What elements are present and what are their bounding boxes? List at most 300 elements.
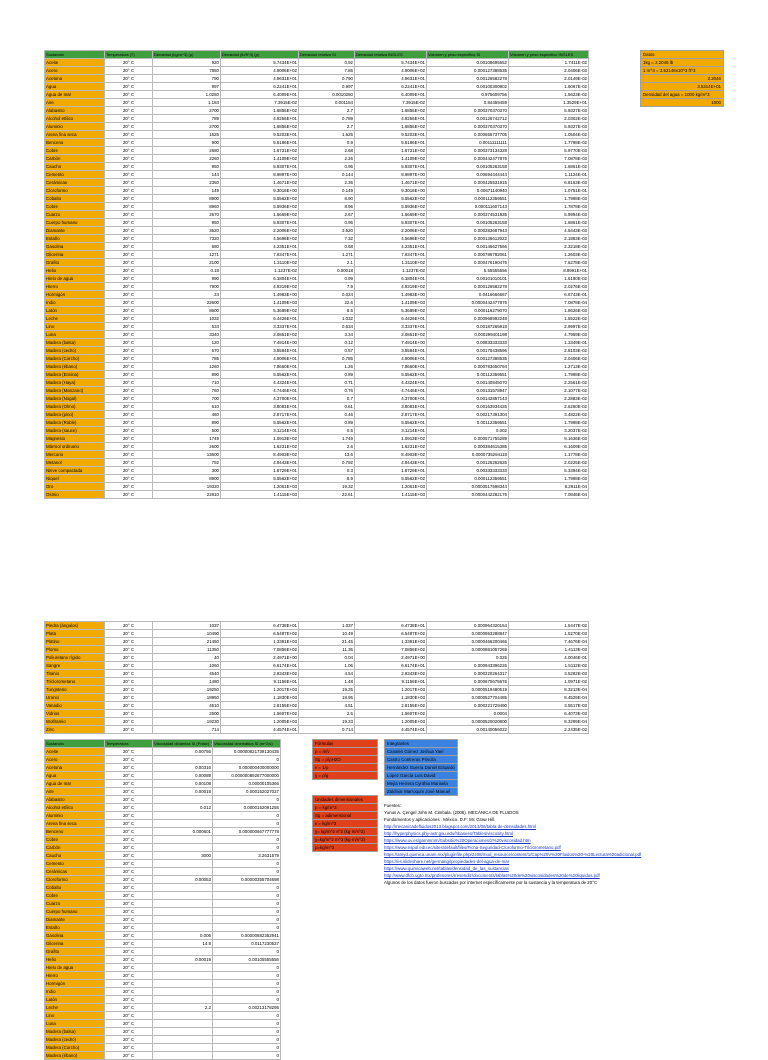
value-cell[interactable]: 2.1: [299, 259, 355, 267]
material-cell[interactable]: Agua de mar: [45, 780, 105, 788]
value-cell[interactable]: 1.4983E+00: [221, 291, 299, 299]
value-cell[interactable]: 20° C: [105, 694, 153, 702]
value-cell[interactable]: 20° C: [105, 67, 153, 75]
value-cell[interactable]: 950: [153, 219, 221, 227]
value-cell[interactable]: 7.9347E+01: [221, 251, 299, 259]
material-cell[interactable]: Cobre: [45, 203, 105, 211]
material-cell[interactable]: Cobre: [45, 836, 105, 844]
value-cell[interactable]: 20° C: [105, 852, 153, 860]
value-cell[interactable]: 8.8991E+01: [509, 267, 589, 275]
value-cell[interactable]: 21450: [153, 638, 221, 646]
value-cell[interactable]: [153, 972, 213, 980]
value-cell[interactable]: 1.1830E+03: [221, 694, 299, 702]
value-cell[interactable]: 0.0000519480519: [427, 686, 509, 694]
value-cell[interactable]: [153, 1028, 213, 1036]
value-cell[interactable]: 0.000964320154: [427, 622, 509, 630]
value-cell[interactable]: 0.00213178295: [213, 1004, 281, 1012]
value-cell[interactable]: 5.3394E-02: [509, 467, 589, 475]
value-cell[interactable]: 0.89: [299, 419, 355, 427]
value-cell[interactable]: 20° C: [105, 491, 153, 499]
value-cell[interactable]: 8.4903E+02: [355, 451, 427, 459]
material-cell[interactable]: Vanadio: [45, 702, 105, 710]
value-cell[interactable]: 9.5203E+01: [355, 131, 427, 139]
material-cell[interactable]: Madera (ébano): [45, 1052, 105, 1060]
value-cell[interactable]: 2.0225E-02: [509, 459, 589, 467]
source-link[interactable]: https://www.uv.es/gammmm/Subsitio%20Operaciones/2%20viscosidad.htm: [384, 838, 531, 843]
value-cell[interactable]: 0.61: [299, 403, 355, 411]
material-cell[interactable]: Plomo: [45, 646, 105, 654]
value-cell[interactable]: 1.6669E+02: [221, 211, 299, 219]
material-cell[interactable]: Madera (cedro): [45, 1036, 105, 1044]
value-cell[interactable]: 21.45: [299, 638, 355, 646]
value-cell[interactable]: 2.0302E-02: [509, 115, 589, 123]
value-cell[interactable]: 700: [153, 395, 221, 403]
value-cell[interactable]: 0.000127388535: [427, 67, 509, 75]
value-cell[interactable]: 9.1636E-03: [509, 435, 589, 443]
formula-line[interactable]: Sg = ρ/ρH2O: [313, 756, 378, 764]
value-cell[interactable]: [153, 1036, 213, 1044]
value-cell[interactable]: 20° C: [105, 844, 153, 852]
value-cell[interactable]: 0.7: [299, 395, 355, 403]
material-cell[interactable]: Aire: [45, 788, 105, 796]
value-cell[interactable]: 20° C: [105, 187, 153, 195]
value-cell[interactable]: 0.006: [153, 932, 213, 940]
value-cell[interactable]: 1.5607E+02: [221, 710, 299, 718]
value-cell[interactable]: 8.3213E-04: [509, 686, 589, 694]
material-cell[interactable]: Cerámicas: [45, 179, 105, 187]
value-cell[interactable]: [153, 756, 213, 764]
column-header[interactable]: Temperatura: [105, 740, 153, 748]
integrante-name[interactable]: Hernández Guerra Daniel Eduardo: [385, 764, 458, 772]
value-cell[interactable]: 0: [213, 884, 281, 892]
value-cell[interactable]: 20° C: [105, 868, 153, 876]
material-cell[interactable]: Vidrios: [45, 710, 105, 718]
value-cell[interactable]: 1.3110E+02: [221, 259, 299, 267]
value-cell[interactable]: 2.2006E+02: [355, 227, 427, 235]
value-cell[interactable]: [153, 1052, 213, 1060]
value-cell[interactable]: 0.0000517598344: [427, 483, 509, 491]
value-cell[interactable]: [153, 980, 213, 988]
value-cell[interactable]: 20° C: [105, 203, 153, 211]
value-cell[interactable]: 0.534: [299, 323, 355, 331]
value-cell[interactable]: 20° C: [105, 678, 153, 686]
value-cell[interactable]: 4.9319E+02: [221, 283, 299, 291]
value-cell[interactable]: 1.5447E-02: [509, 622, 589, 630]
value-cell[interactable]: 7.4676E-04: [509, 638, 589, 646]
value-cell[interactable]: 4.0046E-01: [509, 654, 589, 662]
value-cell[interactable]: 5.55555556: [427, 267, 509, 275]
value-cell[interactable]: 785: [153, 355, 221, 363]
value-cell[interactable]: 1.7998E-02: [509, 371, 589, 379]
datos-line[interactable]: 1000: [641, 99, 724, 107]
value-cell[interactable]: 2500: [153, 710, 221, 718]
value-cell[interactable]: 2.0149E-02: [509, 75, 589, 83]
material-cell[interactable]: Acero: [45, 67, 105, 75]
value-cell[interactable]: 4.9256E+01: [221, 115, 299, 123]
value-cell[interactable]: 4.9006E+02: [355, 67, 427, 75]
value-cell[interactable]: 20° C: [105, 956, 153, 964]
value-cell[interactable]: 2.1077E-02: [509, 387, 589, 395]
value-cell[interactable]: 1.4671E+02: [355, 179, 427, 187]
value-cell[interactable]: 5.5562E+01: [355, 371, 427, 379]
value-cell[interactable]: 1.26: [299, 363, 355, 371]
integrante-name[interactable]: Zaldívar Marroquín José Manuel: [385, 788, 458, 796]
value-cell[interactable]: 6.2241E+01: [221, 83, 299, 91]
value-cell[interactable]: 7.9: [299, 283, 355, 291]
material-cell[interactable]: Latón: [45, 996, 105, 1004]
value-cell[interactable]: 0.00694444444: [427, 171, 509, 179]
value-cell[interactable]: 4.3700E+01: [221, 395, 299, 403]
material-cell[interactable]: Gasolina: [45, 932, 105, 940]
value-cell[interactable]: [153, 812, 213, 820]
value-cell[interactable]: 714: [153, 726, 221, 734]
material-cell[interactable]: Cobalto: [45, 884, 105, 892]
value-cell[interactable]: 0.000370370370: [427, 107, 509, 115]
value-cell[interactable]: 20° C: [105, 379, 153, 387]
value-cell[interactable]: 7850: [153, 67, 221, 75]
value-cell[interactable]: 1.06: [299, 662, 355, 670]
value-cell[interactable]: [153, 964, 213, 972]
value-cell[interactable]: 20° C: [105, 932, 153, 940]
value-cell[interactable]: 20° C: [105, 307, 153, 315]
material-cell[interactable]: Hielo de agua: [45, 964, 105, 972]
value-cell[interactable]: 1.5522E-02: [509, 315, 589, 323]
unit-line[interactable]: Sg = adimensional: [313, 812, 378, 820]
value-cell[interactable]: 0: [213, 892, 281, 900]
value-cell[interactable]: 0.92: [299, 59, 355, 67]
datos-line[interactable]: 1 m^3 = 3.53146x10^3 ft^3: [641, 67, 724, 75]
value-cell[interactable]: 1.5623E-02: [509, 91, 589, 99]
material-cell[interactable]: Triclorometano: [45, 678, 105, 686]
value-cell[interactable]: 0.00126262626: [427, 459, 509, 467]
value-cell[interactable]: 20° C: [105, 107, 153, 115]
value-cell[interactable]: 7.0878E-04: [509, 299, 589, 307]
value-cell[interactable]: 710: [153, 379, 221, 387]
value-cell[interactable]: 20° C: [105, 638, 153, 646]
value-cell[interactable]: 19250: [153, 686, 221, 694]
formula-line[interactable]: ɣ = ρ/g: [313, 772, 378, 780]
value-cell[interactable]: 0: [213, 900, 281, 908]
value-cell[interactable]: 20° C: [105, 828, 153, 836]
value-cell[interactable]: 1.3529E+01: [509, 99, 589, 107]
value-cell[interactable]: 0.000442477876: [427, 155, 509, 163]
value-cell[interactable]: 2.0851E+02: [221, 331, 299, 339]
value-cell[interactable]: 20° C: [105, 630, 153, 638]
value-cell[interactable]: 1.4983E+00: [355, 291, 427, 299]
value-cell[interactable]: 0: [213, 980, 281, 988]
value-cell[interactable]: 1.6856E+02: [221, 123, 299, 131]
value-cell[interactable]: 0: [213, 844, 281, 852]
value-cell[interactable]: 4.5698E+02: [221, 235, 299, 243]
material-cell[interactable]: Hormigón: [45, 291, 105, 299]
value-cell[interactable]: 20° C: [105, 91, 153, 99]
material-cell[interactable]: Tungsteno: [45, 686, 105, 694]
value-cell[interactable]: 2.0406E-03: [509, 67, 589, 75]
value-cell[interactable]: 2.2435E-02: [509, 726, 589, 734]
units-title[interactable]: Unidades dimensionales: [313, 796, 378, 804]
material-cell[interactable]: Caucho: [45, 852, 105, 860]
value-cell[interactable]: 7.4914E+00: [221, 339, 299, 347]
unit-line[interactable]: ɣ= kg/m^2 s^2 (kg·m/s^2): [313, 828, 378, 836]
material-cell[interactable]: Cloroformo: [45, 187, 105, 195]
value-cell[interactable]: 0.000655737705: [427, 131, 509, 139]
value-cell[interactable]: 4.4574E+01: [221, 726, 299, 734]
value-cell[interactable]: 0.00671140940: [427, 187, 509, 195]
value-cell[interactable]: 20° C: [105, 179, 153, 187]
value-cell[interactable]: [153, 924, 213, 932]
value-cell[interactable]: 2.8155E+02: [221, 702, 299, 710]
value-cell[interactable]: 8.6: [299, 307, 355, 315]
value-cell[interactable]: 0.00140845070: [427, 379, 509, 387]
value-cell[interactable]: 20° C: [105, 139, 153, 147]
material-cell[interactable]: Wolframio: [45, 718, 105, 726]
value-cell[interactable]: 20° C: [105, 764, 153, 772]
value-cell[interactable]: 2.35: [299, 179, 355, 187]
value-cell[interactable]: 20° C: [105, 1036, 153, 1044]
value-cell[interactable]: 0.785: [299, 355, 355, 363]
value-cell[interactable]: 9.3018E+00: [355, 187, 427, 195]
value-cell[interactable]: [153, 820, 213, 828]
value-cell[interactable]: 20° C: [105, 924, 153, 932]
value-cell[interactable]: 0.84459459: [427, 99, 509, 107]
material-cell[interactable]: Madera (Manzano): [45, 387, 105, 395]
value-cell[interactable]: 20° C: [105, 1028, 153, 1036]
value-cell[interactable]: 4.9006E+02: [221, 67, 299, 75]
value-cell[interactable]: 24: [153, 291, 221, 299]
value-cell[interactable]: 5.9307E+01: [221, 163, 299, 171]
value-cell[interactable]: 4.9443E+01: [355, 459, 427, 467]
value-cell[interactable]: 0.5: [299, 427, 355, 435]
value-cell[interactable]: 0.00111111111: [427, 139, 509, 147]
value-cell[interactable]: [153, 908, 213, 916]
value-cell[interactable]: 8.96: [299, 203, 355, 211]
material-cell[interactable]: Cuerpo humano: [45, 219, 105, 227]
value-cell[interactable]: 0.00140056022: [427, 726, 509, 734]
value-cell[interactable]: 40: [153, 654, 221, 662]
value-cell[interactable]: 610: [153, 403, 221, 411]
value-cell[interactable]: 5.3689E+02: [221, 307, 299, 315]
material-cell[interactable]: Benceno: [45, 828, 105, 836]
value-cell[interactable]: 0.00333333333: [427, 467, 509, 475]
value-cell[interactable]: 1.7878E-03: [509, 203, 589, 211]
value-cell[interactable]: 4510: [153, 702, 221, 710]
value-cell[interactable]: 2.2883E-02: [509, 395, 589, 403]
value-cell[interactable]: 2.7: [299, 107, 355, 115]
value-cell[interactable]: 4.7959E-03: [509, 331, 589, 339]
value-cell[interactable]: 2.7: [299, 123, 355, 131]
value-cell[interactable]: 0.000373134328: [427, 147, 509, 155]
value-cell[interactable]: 20° C: [105, 411, 153, 419]
value-cell[interactable]: 0.0000520020800: [427, 718, 509, 726]
value-cell[interactable]: 0.00018: [299, 267, 355, 275]
value-cell[interactable]: 5.5562E+01: [221, 419, 299, 427]
value-cell[interactable]: 7.32: [299, 235, 355, 243]
material-cell[interactable]: Aluminio: [45, 812, 105, 820]
value-cell[interactable]: 0.792: [299, 459, 355, 467]
value-cell[interactable]: 20° C: [105, 892, 153, 900]
value-cell[interactable]: 1.6731E+02: [221, 147, 299, 155]
column-header[interactable]: Volumen y peso especifico SI: [427, 51, 509, 59]
value-cell[interactable]: 13.6: [299, 451, 355, 459]
value-cell[interactable]: 5.5562E+02: [221, 475, 299, 483]
material-cell[interactable]: Agua: [45, 83, 105, 91]
value-cell[interactable]: 11350: [153, 646, 221, 654]
material-cell[interactable]: Madera (Nogal): [45, 395, 105, 403]
value-cell[interactable]: 9.5203E+01: [221, 131, 299, 139]
value-cell[interactable]: 1525: [153, 131, 221, 139]
value-cell[interactable]: 4.51: [299, 702, 355, 710]
datos-line[interactable]: 3.5314E+01: [641, 83, 724, 91]
value-cell[interactable]: 950: [153, 163, 221, 171]
value-cell[interactable]: 0.000112359551: [427, 475, 509, 483]
value-cell[interactable]: 890: [153, 371, 221, 379]
material-cell[interactable]: Sangre: [45, 662, 105, 670]
column-header[interactable]: Densidad relativa INGLES: [355, 51, 427, 59]
material-cell[interactable]: Acetona: [45, 764, 105, 772]
value-cell[interactable]: 0.000476190476: [427, 259, 509, 267]
material-cell[interactable]: Madera (ébano): [45, 363, 105, 371]
value-cell[interactable]: 20° C: [105, 299, 153, 307]
value-cell[interactable]: 9.1156E+01: [355, 678, 427, 686]
value-cell[interactable]: 20° C: [105, 980, 153, 988]
value-cell[interactable]: 20° C: [105, 646, 153, 654]
value-cell[interactable]: 4.4324E+01: [355, 379, 427, 387]
value-cell[interactable]: 20° C: [105, 780, 153, 788]
value-cell[interactable]: 20° C: [105, 467, 153, 475]
value-cell[interactable]: 8600: [153, 307, 221, 315]
value-cell[interactable]: 0.12: [299, 339, 355, 347]
value-cell[interactable]: 0.0416666667: [427, 291, 509, 299]
value-cell[interactable]: 20° C: [105, 1052, 153, 1060]
column-header[interactable]: Densidad (kg/m^3) (ρ): [153, 51, 221, 59]
value-cell[interactable]: 0.00100300902: [427, 83, 509, 91]
value-cell[interactable]: 0.00105263158: [427, 219, 509, 227]
value-cell[interactable]: 20° C: [105, 916, 153, 924]
value-cell[interactable]: 5.5562E+01: [355, 419, 427, 427]
value-cell[interactable]: 1.0971E-02: [509, 678, 589, 686]
value-cell[interactable]: 19.32: [299, 483, 355, 491]
value-cell[interactable]: 1037: [153, 622, 221, 630]
value-cell[interactable]: 2.8717E+01: [355, 411, 427, 419]
value-cell[interactable]: 0.000136612022: [427, 235, 509, 243]
value-cell[interactable]: 2.4971E+00: [221, 654, 299, 662]
material-cell[interactable]: Carbón: [45, 155, 105, 163]
value-cell[interactable]: 6.5487E+02: [221, 630, 299, 638]
value-cell[interactable]: 0: [213, 924, 281, 932]
value-cell[interactable]: 5.7434E+01: [221, 59, 299, 67]
material-cell[interactable]: Estaño: [45, 924, 105, 932]
value-cell[interactable]: 144: [153, 171, 221, 179]
material-cell[interactable]: Plata: [45, 630, 105, 638]
value-cell[interactable]: 0.997: [299, 83, 355, 91]
value-cell[interactable]: 1.0504E-02: [509, 131, 589, 139]
material-cell[interactable]: Madera (cedro): [45, 347, 105, 355]
value-cell[interactable]: 3.3337E+01: [221, 323, 299, 331]
material-cell[interactable]: Mármol ordinario: [45, 443, 105, 451]
value-cell[interactable]: 4.9631E+01: [355, 75, 427, 83]
value-cell[interactable]: 0: [213, 868, 281, 876]
source-link[interactable]: https://www.espol.edu.ec/sites/default/files/Ficha-Seguridad-Cloroformo-Triclorometano.pdf: [384, 845, 561, 850]
value-cell[interactable]: 20° C: [105, 291, 153, 299]
value-cell[interactable]: 20° C: [105, 315, 153, 323]
value-cell[interactable]: 0.975609756: [427, 91, 509, 99]
value-cell[interactable]: 19230: [153, 718, 221, 726]
value-cell[interactable]: 990: [153, 275, 221, 283]
value-cell[interactable]: 5.5936E+02: [355, 203, 427, 211]
material-cell[interactable]: Cobalto: [45, 195, 105, 203]
value-cell[interactable]: 0.789: [299, 115, 355, 123]
unit-line[interactable]: v = kg/m^3: [313, 820, 378, 828]
value-cell[interactable]: 0.95: [299, 163, 355, 171]
value-cell[interactable]: 3340: [153, 331, 221, 339]
value-cell[interactable]: 8.4529E-04: [509, 694, 589, 702]
value-cell[interactable]: 20° C: [105, 131, 153, 139]
value-cell[interactable]: 1.2017E+03: [221, 686, 299, 694]
value-cell[interactable]: 1060: [153, 662, 221, 670]
value-cell[interactable]: 2.0276E-03: [509, 283, 589, 291]
value-cell[interactable]: 20° C: [105, 812, 153, 820]
value-cell[interactable]: 0.000152027027: [213, 788, 281, 796]
value-cell[interactable]: 0.00101010101: [427, 275, 509, 283]
value-cell[interactable]: 0.0117230527: [213, 940, 281, 948]
value-cell[interactable]: 789: [153, 115, 221, 123]
value-cell[interactable]: 20° C: [105, 227, 153, 235]
value-cell[interactable]: [153, 988, 213, 996]
value-cell[interactable]: 3.5517E-03: [509, 702, 589, 710]
value-cell[interactable]: 3.5282E-03: [509, 670, 589, 678]
formulas-title[interactable]: Fórmulas: [313, 740, 378, 748]
value-cell[interactable]: 10.49: [299, 630, 355, 638]
value-cell[interactable]: 0.00019: [153, 956, 213, 964]
value-cell[interactable]: 1.2603E-02: [509, 251, 589, 259]
column-header[interactable]: Densidad relativa SI: [299, 51, 355, 59]
material-cell[interactable]: Aire: [45, 99, 105, 107]
value-cell[interactable]: 0.001184: [299, 99, 355, 107]
formula-line[interactable]: v = 1/ρ: [313, 764, 378, 772]
value-cell[interactable]: 3.5584E+01: [355, 347, 427, 355]
value-cell[interactable]: 18950: [153, 694, 221, 702]
value-cell[interactable]: 0.000384615385: [427, 443, 509, 451]
value-cell[interactable]: 20° C: [105, 147, 153, 155]
value-cell[interactable]: 6.1804E+01: [221, 275, 299, 283]
value-cell[interactable]: 20° C: [105, 267, 153, 275]
value-cell[interactable]: 0.00131578947: [427, 387, 509, 395]
value-cell[interactable]: 5.9327E-03: [509, 123, 589, 131]
value-cell[interactable]: 20° C: [105, 115, 153, 123]
value-cell[interactable]: 1.6856E+02: [355, 107, 427, 115]
material-cell[interactable]: Luna: [45, 331, 105, 339]
value-cell[interactable]: 20° C: [105, 1004, 153, 1012]
value-cell[interactable]: 2.0851E+02: [355, 331, 427, 339]
material-cell[interactable]: Helio: [45, 956, 105, 964]
integrante-name[interactable]: López García Luis David: [385, 772, 458, 780]
value-cell[interactable]: 4.9006E+01: [221, 355, 299, 363]
value-cell[interactable]: [153, 900, 213, 908]
value-cell[interactable]: 20° C: [105, 171, 153, 179]
value-cell[interactable]: 20° C: [105, 964, 153, 972]
value-cell[interactable]: 0.99: [299, 275, 355, 283]
value-cell[interactable]: 0.000370370370: [427, 123, 509, 131]
material-cell[interactable]: Madera (Roble): [45, 419, 105, 427]
value-cell[interactable]: 20° C: [105, 1020, 153, 1028]
value-cell[interactable]: 0.002: [427, 427, 509, 435]
value-cell[interactable]: 5.3689E+02: [355, 307, 427, 315]
source-link[interactable]: https://es.slideshare.net/germangi/propiedades-del-agua-de-mar: [384, 859, 510, 864]
value-cell[interactable]: 20° C: [105, 331, 153, 339]
material-cell[interactable]: Carbón: [45, 844, 105, 852]
value-cell[interactable]: 8900: [153, 475, 221, 483]
material-cell[interactable]: Indio: [45, 988, 105, 996]
